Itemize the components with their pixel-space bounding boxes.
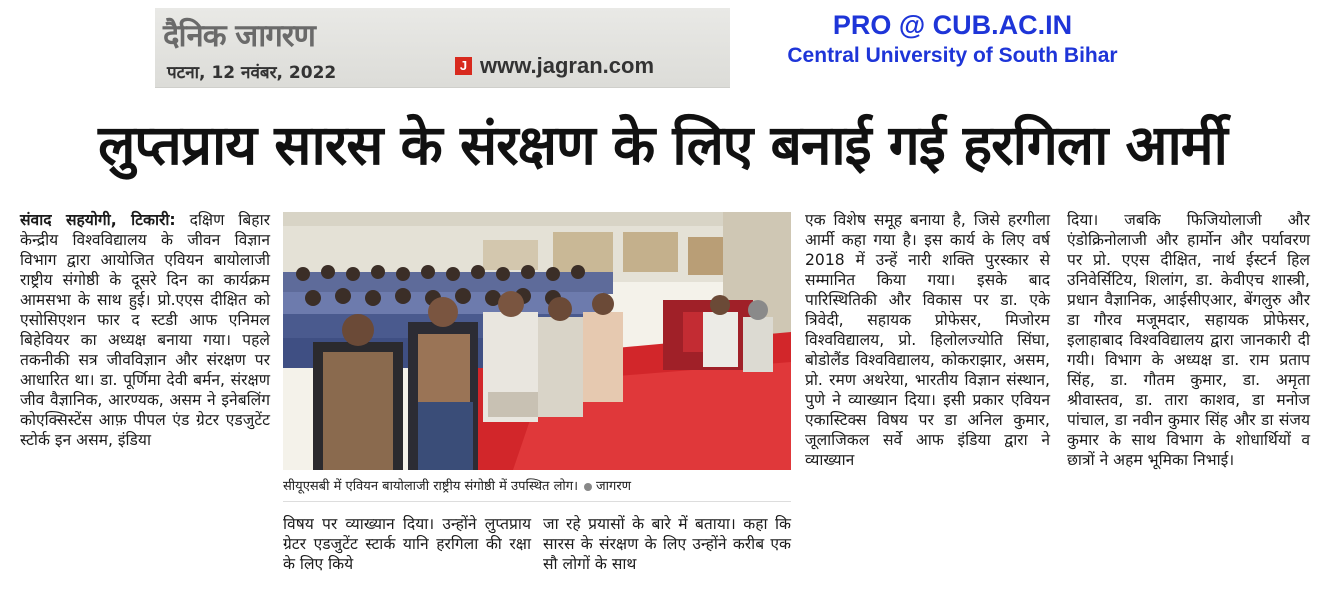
newspaper-masthead	[155, 8, 730, 88]
website-url: www.jagran.com	[480, 53, 655, 78]
caption-text: सीयूएसबी में एवियन बायोलाजी राष्ट्रीय संगोष्ठी में उपस्थित लोग।	[283, 479, 578, 494]
jagran-logo-icon: J	[455, 57, 472, 75]
auditorium-photo-image	[283, 212, 791, 470]
article-column-3: जा रहे प्रयासों के बारे में बताया। कहा कि सारस के संरक्षण के लिए उन्होंने करीब एक सौ लोगों के साथ	[543, 515, 791, 573]
photo-caption	[283, 472, 791, 502]
article-photo	[283, 212, 791, 470]
photo-credit: जागरण	[596, 479, 632, 494]
dateline: पटना, 12 नवंबर, 2022	[167, 63, 337, 83]
byline: संवाद सहयोगी, टिकारी:	[20, 211, 176, 229]
university-name: Central University of South Bihar	[787, 44, 1118, 67]
article-column-2: विषय पर व्याख्यान दिया। उन्होंने लुप्तप्राय ग्रेटर एडजुटेंट स्टार्क यानि हरगिला की रक्षा के लिए किये	[283, 515, 531, 573]
article-column-1	[20, 210, 270, 450]
newspaper-name: दैनिक जागरण	[163, 18, 315, 54]
pro-credit	[780, 8, 1125, 70]
website-label	[455, 53, 654, 79]
article-headline: लुप्तप्राय सारस के संरक्षण के लिए बनाई गई हरगिला आर्मी	[98, 113, 1227, 177]
pro-email: PRO @ CUB.AC.IN	[832, 10, 1073, 40]
article-column-5: दिया। जबकि फिजियोलाजी और एंडोक्रिनोलाजी और हार्मोन और पर्यावरण पर प्रो. एएस दीक्षित, नार्थ ईस्टर्न हिल उनिवेर्सिटिय, शिलांग, डा. केवीएच शास्त्री, प्रधान वैज्ञानिक, आईसीएआर, बेंगलुरु और डा गौरव मजूमदार, सहायक प्रोफेसर, इलाहाबाद विश्वविद्यालय द्वारा जानकारी दी गयी। विभाग के अध्यक्ष डा. राम प्रताप सिंह, डा. गौतम कुमार, डा. अमृता श्रीवास्तव, डा. तारा काशव, डा मनोज पांचाल, डा नवीन कुमार सिंह और डा संजय कुमार के साथ विभाग के शोधार्थियों व छात्रों ने अहम भूमिका निभाई।	[1067, 211, 1310, 469]
credit-bullet-icon	[584, 483, 592, 491]
article-column-4: एक विशेष समूह बनाया है, जिसे हरगीला आर्मी कहा गया है। इस कार्य के लिए वर्ष 2018 में उन्हें नारी शक्ति पुरस्कार से सम्मानित किया गया। इसके बाद पारिस्थितिकी और विकास पर डा. एके त्रिवेदी, सहायक प्रोफेसर, मिजोरम विश्वविद्यालय, प्रो. हिलोलज्योति सिंघा, बोडोलैंड विश्वविद्यालय, कोकराझार, असम, प्रो. रमण अथरेया, भारतीय विज्ञान संस्थान, पुणे ने व्याख्यान दिया। इसी प्रकार एवियन एकास्टिक्स विषय पर डा अनिल कुमार, जूलाजिकल सर्वे आफ इंडिया द्वारा ने व्याख्यान	[805, 211, 1050, 469]
column-1-text: दक्षिण बिहार केन्द्रीय विश्वविद्यालय के जीवन विज्ञान विभाग द्वारा आयोजित एवियन बायोलाजी राष्ट्रीय संगोष्ठी के दूसरे दिन का कार्यक्रम आमसभा के साथ हुई। प्रो.एएस दीक्षित को एसोसिएशन फार द स्टडी आफ एनिमल बिहेवियर का अध्यक्ष बनाया गया। पहले तकनीकी सत्र जीवविज्ञान और संरक्षण पर आधारित था। डा. पूर्णिमा देवी बर्मन, संरक्षण जीव वैज्ञानिक, आरण्यक, असम ने इनेबलिंग कोएक्सिस्टेंस आफ़ पीपल एंड ग्रेटर एडजुटेंट स्टोर्क इन असम, इंडिया	[20, 211, 270, 449]
